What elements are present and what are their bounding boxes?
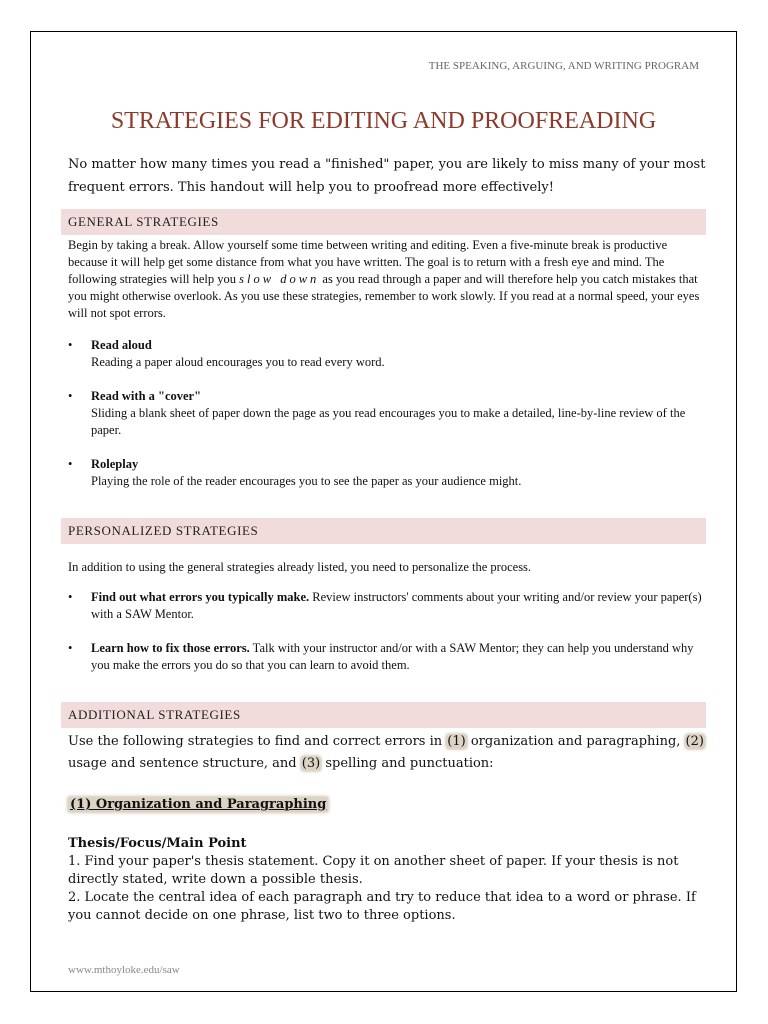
marker-1: (1): [447, 734, 466, 749]
additional-intro-text: organization and paragraphing,: [470, 734, 681, 749]
bullet-icon: •: [68, 338, 73, 352]
thesis-step-2: 2. Locate the central idea of each paragraph and try to reduce that idea to a word or phrase. If you cannot decide on one phrase, list two to three options.: [68, 890, 696, 923]
additional-strategies-heading: ADDITIONAL STRATEGIES: [61, 702, 706, 728]
thesis-section: [68, 835, 708, 925]
bullet-icon: •: [68, 457, 73, 471]
list-item: [68, 337, 708, 371]
thesis-subheading: Thesis/Focus/Main Point: [68, 836, 247, 851]
document-page: [30, 31, 737, 992]
program-header: THE SPEAKING, ARGUING, AND WRITING PROGRAM: [428, 60, 699, 72]
bullet-icon: •: [68, 389, 73, 403]
additional-intro-text: usage and sentence structure, and: [68, 756, 297, 771]
personalized-strategies-heading: PERSONALIZED STRATEGIES: [61, 518, 706, 544]
additional-intro-text: Use the following strategies to find and correct errors in: [68, 734, 443, 749]
list-item-heading: Read with a "cover": [91, 389, 202, 403]
bullet-icon: •: [68, 590, 73, 604]
marker-3: (3): [301, 756, 321, 771]
thesis-step-1: 1. Find your paper's thesis statement. Copy it on another sheet of paper. If your thesis is not directly stated, write down a possible thesis.: [68, 854, 679, 887]
marker-2: (2): [685, 734, 704, 749]
slow-down-emphasis: slow down: [239, 272, 320, 286]
list-item: [68, 640, 708, 674]
general-paragraph: [68, 237, 708, 322]
list-item: [68, 589, 708, 623]
general-strategies-heading: GENERAL STRATEGIES: [61, 209, 706, 235]
page-title: STRATEGIES FOR EDITING AND PROOFREADING: [110, 108, 657, 134]
list-item-text: Talk with your instructor and/or with a SAW Mentor; they can help you understand why you make the errors you do so that you can learn to avoid them.: [91, 641, 694, 672]
additional-intro: [68, 731, 708, 775]
list-item-heading: Roleplay: [91, 457, 139, 471]
bullet-icon: •: [68, 641, 73, 655]
list-item-text: Review instructors' comments about your writing and/or review your paper(s) with a SAW Mentor.: [91, 590, 702, 621]
additional-intro-text: spelling and punctuation:: [325, 756, 494, 771]
list-item-text: Reading a paper aloud encourages you to read every word.: [91, 355, 385, 369]
list-item-heading: Read aloud: [91, 338, 152, 352]
list-item: [68, 456, 708, 490]
organization-heading: (1) Organization and Paragraphing: [70, 797, 327, 812]
list-item-text: Sliding a blank sheet of paper down the page as you read encourages you to make a detailed, line-by-line review of the paper.: [91, 406, 686, 437]
list-item: [68, 388, 708, 439]
general-paragraph-start: Begin by taking a break. Allow yourself some time between writing and editing. Even a five-minute break is productive because it will help get some distance from what you have written. The goal is to return with a fresh eye and mind. The following strategies will help you: [68, 238, 668, 286]
list-item-heading: Find out what errors you typically make.: [91, 590, 310, 604]
personalized-intro: In addition to using the general strategies already listed, you need to personalize the process.: [68, 560, 532, 574]
intro-paragraph: No matter how many times you read a "finished" paper, you are likely to miss many of your most frequent errors. This handout will help you to proofread more effectively!: [68, 157, 706, 195]
general-paragraph-end: as you read through a paper and will therefore help you catch mistakes that you might otherwise overlook. As you use these strategies, remember to work slowly. If you read at a normal speed, your eyes will not spot errors.: [68, 272, 700, 320]
footer-url[interactable]: www.mthoyloke.edu/saw: [68, 964, 180, 976]
list-item-heading: Learn how to fix those errors.: [91, 641, 250, 655]
list-item-text: Playing the role of the reader encourages you to see the paper as your audience might.: [91, 474, 522, 488]
